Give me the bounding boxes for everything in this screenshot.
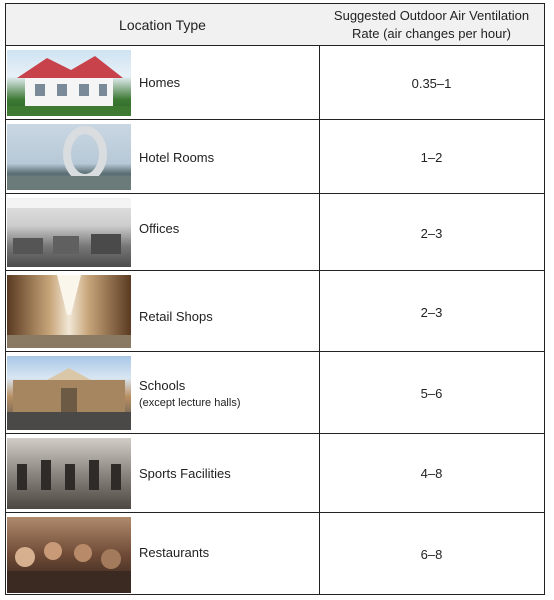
table-row: [6, 119, 544, 193]
retail-photo: [7, 275, 131, 348]
row-label: Restaurants: [139, 545, 210, 560]
table-row: [6, 193, 544, 270]
row-label: Schools (except lecture halls): [139, 378, 241, 409]
sports-photo: [7, 438, 131, 509]
table-row: [6, 351, 544, 433]
row-label: Offices: [139, 221, 180, 236]
office-photo: [7, 198, 131, 267]
row-rate: 2–3: [420, 226, 443, 241]
row-rate: 1–2: [420, 150, 443, 165]
school-photo: [7, 356, 131, 430]
table-header: [6, 4, 544, 45]
table-row: [6, 270, 544, 351]
table-row: [6, 45, 544, 119]
hotel-photo: [7, 124, 131, 190]
row-rate: 2–3: [420, 305, 443, 320]
row-label: Retail Shops: [139, 309, 213, 324]
row-rate: 6–8: [420, 547, 443, 562]
row-rate: 4–8: [420, 466, 443, 481]
ventilation-table: [5, 3, 545, 595]
row-rate: 0.35–1: [411, 76, 452, 91]
table-row: [6, 433, 544, 512]
header-ventilation-rate: Suggested Outdoor Air Ventilation Rate (air changes per hour): [333, 7, 530, 41]
row-label: Sports Facilities: [139, 466, 231, 481]
header-location-type: Location Type: [119, 16, 206, 33]
house-photo: [7, 50, 131, 116]
restaurant-photo: [7, 517, 131, 593]
table-row: [6, 512, 544, 594]
row-label: Homes: [139, 75, 181, 90]
row-rate: 5–6: [420, 386, 443, 401]
row-label: Hotel Rooms: [139, 150, 215, 165]
